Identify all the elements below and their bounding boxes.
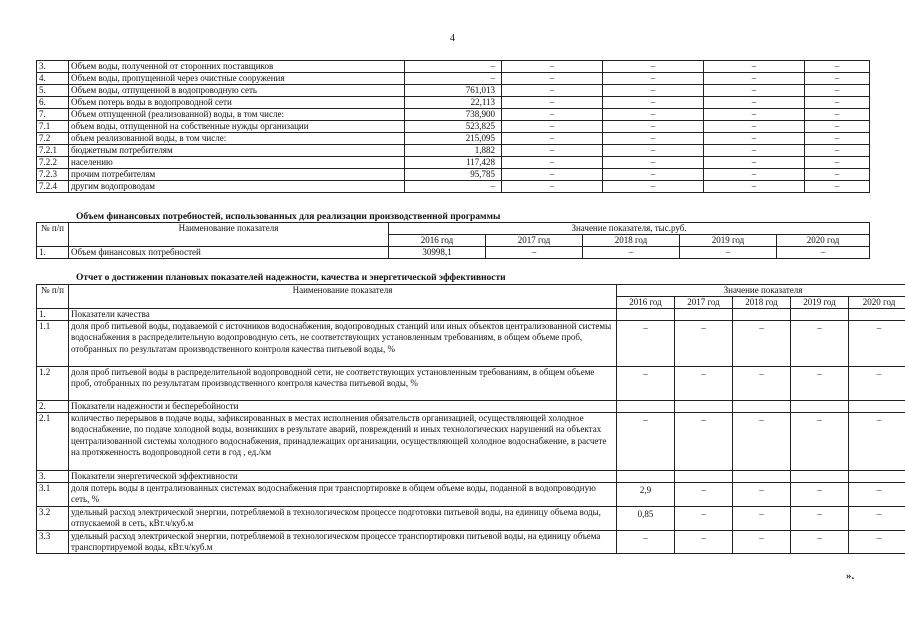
value-2018: – [603,61,704,73]
value-2016: 95,785 [405,169,502,181]
indicators-report-table [36,284,905,554]
section-row [37,471,905,483]
value-2018: – [733,367,791,401]
value-2020: – [805,133,870,145]
section-row [37,401,905,413]
financial-needs-table [36,222,870,259]
value-2018: – [603,97,704,109]
row-name: Объем потерь воды в водопроводной сети [69,97,405,109]
value-2019: – [704,121,805,133]
row-name: доля проб питьевой воды в распределительной водопроводной сети, не соответствующих установленным требованиям, в общем объеме проб, отобранных по результатам производственного контроля качества питьевой воды, % [69,367,617,401]
empty-cell [791,309,849,321]
row-name: объем реализованной воды, в том числе: [69,133,405,145]
row-number: 1. [37,309,69,321]
empty-cell [617,309,675,321]
value-2020: – [849,413,905,471]
table-row [37,73,870,85]
value-2017: – [675,367,733,401]
value-2019: – [704,97,805,109]
value-2018: – [733,483,791,507]
value-2016: 523,825 [405,121,502,133]
value-2017: – [502,97,603,109]
value-2018: – [583,247,680,259]
row-name: удельный расход электрической энергии, потребляемой в технологическом процессе транспортировки питьевой воды, на единицу объема транспортируемой воды, кВт.ч/куб.м [69,530,617,554]
value-2017: – [486,247,583,259]
row-number: 6. [37,97,69,109]
table-row [37,61,870,73]
row-number: 7.2.4 [37,181,69,193]
table-row [37,145,870,157]
value-2018: – [733,530,791,554]
row-name: бюджетным потребителям [69,145,405,157]
header-name: Наименование показателя [69,223,389,247]
row-name: Объем воды, отпущенной в водопроводную сеть [69,85,405,97]
section-row [37,309,905,321]
table-row [37,483,905,507]
year-header: 2017 год [675,297,733,309]
row-number: 1.2 [37,367,69,401]
value-2016: 1,882 [405,145,502,157]
value-2019: – [704,73,805,85]
table-row [37,85,870,97]
table-row [37,506,905,530]
value-2016: 761,013 [405,85,502,97]
value-2020: – [805,145,870,157]
empty-cell [791,471,849,483]
value-2016: 738,900 [405,109,502,121]
value-2020: – [849,530,905,554]
value-2020: – [805,169,870,181]
year-header: 2020 год [777,235,870,247]
table-row [37,413,905,471]
row-number: 1.1 [37,321,69,367]
year-header: 2019 год [680,235,777,247]
empty-cell [733,471,791,483]
value-2017: – [502,181,603,193]
year-header: 2017 год [486,235,583,247]
row-number: 3.1 [37,483,69,507]
value-2018: – [733,321,791,367]
value-2020: – [849,367,905,401]
row-number: 7.2.1 [37,145,69,157]
indicators-report-title: Отчет о достижении плановых показателей надежности, качества и энергетической эффективности [76,273,506,283]
row-name: Объем воды, полученной от сторонних поставщиков [69,61,405,73]
year-header: 2018 год [583,235,680,247]
table-row [37,181,870,193]
value-2020: – [777,247,870,259]
row-number: 2. [37,401,69,413]
row-name: удельный расход электрической энергии, потребляемой в технологическом процессе подготовки питьевой воды, на единицу объема воды, отпускаемой в сеть, кВт.ч/куб.м [69,506,617,530]
value-2016: 22,113 [405,97,502,109]
row-name: доля потерь воды в централизованных системах водоснабжения при транспортировке в общем объеме воды, поданной в водопроводную сеть, % [69,483,617,507]
table-row [37,133,870,145]
value-2019: – [704,109,805,121]
table-row [37,321,905,367]
row-name: населению [69,157,405,169]
year-header: 2018 год [733,297,791,309]
value-2020: – [849,321,905,367]
value-2019: – [791,413,849,471]
row-name: Объем воды, пропущенной через очистные сооружения [69,73,405,85]
table-row [37,367,905,401]
value-2017: – [502,145,603,157]
row-number: 4. [37,73,69,85]
row-number: 1. [37,247,69,259]
header-value: Значение показателя, тыс.руб. [389,223,870,235]
empty-cell [617,471,675,483]
row-number: 3.3 [37,530,69,554]
empty-cell [617,401,675,413]
value-2017: – [675,530,733,554]
value-2016: – [405,73,502,85]
row-number: 7.2.3 [37,169,69,181]
value-2018: – [603,133,704,145]
row-number: 2.1 [37,413,69,471]
table-row [37,530,905,554]
value-2020: – [849,506,905,530]
empty-cell [733,309,791,321]
value-2017: – [675,483,733,507]
empty-cell [675,401,733,413]
row-number: 7. [37,109,69,121]
financial-needs-title: Объем финансовых потребностей, использованных для реализации производственной программы [76,212,501,222]
value-2018: – [603,109,704,121]
value-2016: – [617,530,675,554]
value-2019: – [791,483,849,507]
year-header: 2016 год [617,297,675,309]
value-2019: – [791,367,849,401]
value-2019: – [704,85,805,97]
value-2018: – [603,169,704,181]
empty-cell [733,401,791,413]
empty-cell [849,309,905,321]
value-2017: – [675,321,733,367]
header-name: Наименование показателя [69,285,617,309]
row-name: прочим потребителям [69,169,405,181]
value-2018: – [603,145,704,157]
value-2016: – [405,61,502,73]
value-2020: – [805,181,870,193]
value-2016: 30998,1 [389,247,486,259]
value-2019: – [704,157,805,169]
value-2017: – [675,413,733,471]
row-name: Объем отпущенной (реализованной) воды, в том числе: [69,109,405,121]
year-header: 2019 год [791,297,849,309]
value-2017: – [502,157,603,169]
row-name: количество перерывов в подаче воды, зафиксированных в местах исполнения обязательств организацией, осуществляющей холодное водоснабжение, по подаче холодной воды, возникших в результате аварий, повреждений и иных технологических нарушений на объектах централизованной системы холодного водоснабжения, принадлежащих организации, осуществляющей холодное водоснабжение, в расчете на протяженность водопроводной сети в год , ед./км [69,413,617,471]
row-number: 7.1 [37,121,69,133]
value-2017: – [502,109,603,121]
section-name: Показатели качества [69,309,617,321]
value-2016: 2,9 [617,483,675,507]
value-2019: – [791,506,849,530]
header-num: № п/п [37,285,69,309]
value-2017: – [502,61,603,73]
page-number: 4 [450,33,455,44]
row-number: 3. [37,61,69,73]
value-2020: – [805,97,870,109]
value-2016: – [617,367,675,401]
value-2020: – [805,61,870,73]
row-name: Объем финансовых потребностей [69,247,389,259]
water-volume-table [36,60,870,193]
value-2019: – [704,145,805,157]
section-name: Показатели надежности и бесперебойности [69,401,617,413]
value-2019: – [704,133,805,145]
empty-cell [849,401,905,413]
value-2017: – [502,85,603,97]
table-row [37,169,870,181]
value-2019: – [791,321,849,367]
value-2017: – [675,506,733,530]
row-number: 5. [37,85,69,97]
value-2017: – [502,73,603,85]
value-2018: – [603,73,704,85]
value-2018: – [733,413,791,471]
value-2019: – [704,169,805,181]
value-2018: – [603,121,704,133]
table-row [37,247,870,259]
row-number: 3. [37,471,69,483]
value-2016: 0,85 [617,506,675,530]
table-row [37,109,870,121]
value-2019: – [704,61,805,73]
closing-mark: ». [846,570,855,582]
value-2020: – [805,73,870,85]
value-2016: – [405,181,502,193]
value-2017: – [502,169,603,181]
table-row [37,121,870,133]
header-num: № п/п [37,223,69,247]
year-header: 2016 год [389,235,486,247]
year-header: 2020 год [849,297,905,309]
value-2016: – [617,413,675,471]
table-row [37,157,870,169]
row-name: доля проб питьевой воды, подаваемой с источников водоснабжения, водопроводных станций или иных объектов централизованной системы водоснабжения в распределительную водопроводную сеть, не соответствующих установленным требованиям, в общем объеме проб, отобранных по результатам производственного контроля качества питьевой воды, % [69,321,617,367]
empty-cell [791,401,849,413]
header-value: Значение показателя [617,285,905,297]
row-number: 7.2 [37,133,69,145]
row-number: 7.2.2 [37,157,69,169]
empty-cell [849,471,905,483]
empty-cell [675,471,733,483]
value-2017: – [502,133,603,145]
value-2018: – [733,506,791,530]
value-2018: – [603,157,704,169]
value-2016: 117,428 [405,157,502,169]
value-2019: – [680,247,777,259]
value-2018: – [603,85,704,97]
section-name: Показатели энергетической эффективности [69,471,617,483]
value-2019: – [704,181,805,193]
value-2019: – [791,530,849,554]
value-2020: – [805,121,870,133]
row-number: 3.2 [37,506,69,530]
value-2020: – [805,157,870,169]
value-2020: – [849,483,905,507]
value-2020: – [805,85,870,97]
value-2018: – [603,181,704,193]
value-2016: 215,095 [405,133,502,145]
value-2017: – [502,121,603,133]
value-2016: – [617,321,675,367]
row-name: объем воды, отпущенной на собственные нужды организации [69,121,405,133]
row-name: другим водопроводам [69,181,405,193]
value-2020: – [805,109,870,121]
empty-cell [675,309,733,321]
table-row [37,97,870,109]
